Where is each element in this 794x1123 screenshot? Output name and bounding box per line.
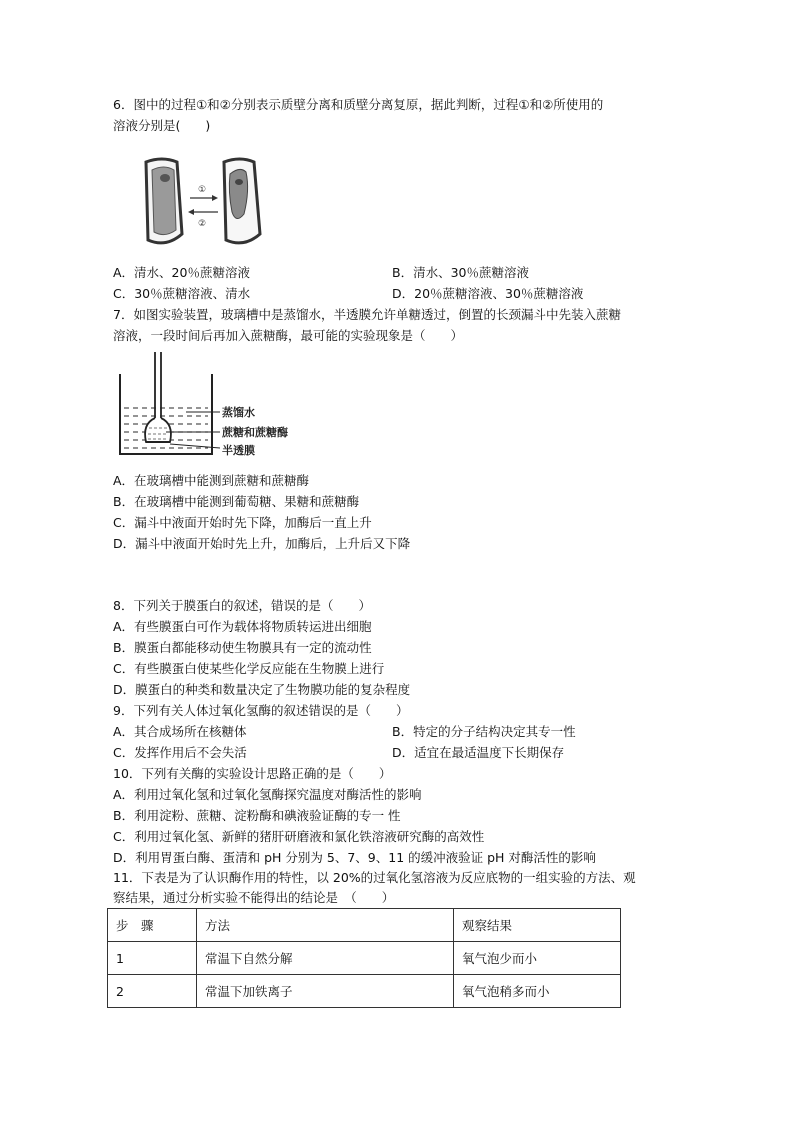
q10-option-a: A．利用过氧化氢和过氧化氢酶探究温度对酶活性的影响 [113,787,422,802]
q9-option-c: C．发挥作用后不会失活 [113,745,247,760]
table-header-method: 方法 [197,909,454,942]
q6-fig-arrow2-label: ② [198,219,207,229]
q8-stem: 8．下列关于膜蛋白的叙述，错误的是（ ） [113,598,371,613]
table-cell-step: 2 [108,975,197,1008]
q7-fig-label-water: 蒸馏水 [222,406,255,419]
q6-figure-plant-cells [132,154,272,250]
q7-option-a: A．在玻璃槽中能测到蔗糖和蔗糖酶 [113,473,310,488]
q8-option-a: A．有些膜蛋白可作为载体将物质转运进出细胞 [113,619,372,634]
table-cell-result: 氧气泡少而小 [454,942,621,975]
q6-fig-arrow1-label: ① [198,185,207,195]
q11-stem-line1: 11．下表是为了认识酶作用的特性，以 20%的过氧化氢溶液为反应底物的一组实验的方法、观 [113,870,636,885]
q6-stem-line1: 6．图中的过程①和②分别表示质壁分离和质壁分离复原，据此判断，过程①和②所使用的 [113,97,604,112]
q8-option-c: C．有些膜蛋白使某些化学反应能在生物膜上进行 [113,661,385,676]
q7-fig-label-membrane: 半透膜 [222,444,255,457]
q9-stem: 9．下列有关人体过氧化氢酶的叙述错误的是（ ） [113,703,409,718]
table-cell-method: 常温下自然分解 [197,942,454,975]
table-header-row [108,909,621,942]
table-cell-method: 常温下加铁离子 [197,975,454,1008]
q10-option-b: B．利用淀粉、蔗糖、淀粉酶和碘液验证酶的专一 性 [113,808,401,823]
q6-option-d: D．20％蔗糖溶液、30％蔗糖溶液 [392,286,584,301]
q10-stem: 10．下列有关酶的实验设计思路正确的是（ ） [113,766,392,781]
q11-table [107,908,621,1008]
q10-option-c: C．利用过氧化氢、新鲜的猪肝研磨液和氯化铁溶液研究酶的高效性 [113,829,485,844]
table-cell-result: 氧气泡稍多而小 [454,975,621,1008]
table-header-step: 步 骤 [108,909,197,942]
q6-stem-line2: 溶液分别是( ) [113,118,211,133]
q9-option-d: D．适宜在最适温度下长期保存 [392,745,565,760]
q8-option-d: D．膜蛋白的种类和数量决定了生物膜功能的复杂程度 [113,682,411,697]
q7-fig-label-sucrose: 蔗糖和蔗糖酶 [222,426,288,439]
q10-option-d: D．利用胃蛋白酶、蛋清和 pH 分别为 5、7、9、11 的缓冲液验证 pH 对酶活性的影响 [113,850,596,865]
table-row [108,975,621,1008]
q7-option-d: D．漏斗中液面开始时先上升，加酶后，上升后又下降 [113,536,411,551]
table-cell-step: 1 [108,942,197,975]
q7-option-b: B．在玻璃槽中能测到葡萄糖、果糖和蔗糖酶 [113,494,360,509]
q9-option-a: A．其合成场所在核糖体 [113,724,247,739]
table-header-result: 观察结果 [454,909,621,942]
q7-figure-osmosis-apparatus [116,352,316,462]
q7-stem-line2: 溶液，一段时间后再加入蔗糖酶，最可能的实验现象是（ ） [113,328,464,343]
q6-option-a: A．清水、20％蔗糖溶液 [113,265,250,280]
q6-option-c: C．30％蔗糖溶液、清水 [113,286,251,301]
q7-stem-line1: 7．如图实验装置，玻璃槽中是蒸馏水，半透膜允许单糖透过，倒置的长颈漏斗中先装入蔗糖 [113,307,621,322]
q6-option-b: B．清水、30％蔗糖溶液 [392,265,529,280]
q9-option-b: B．特定的分子结构决定其专一性 [392,724,576,739]
q11-stem-line2: 察结果，通过分析实验不能得出的结论是 （ ） [113,890,395,905]
table-row [108,942,621,975]
q8-option-b: B．膜蛋白都能移动使生物膜具有一定的流动性 [113,640,372,655]
q7-option-c: C．漏斗中液面开始时先下降，加酶后一直上升 [113,515,372,530]
